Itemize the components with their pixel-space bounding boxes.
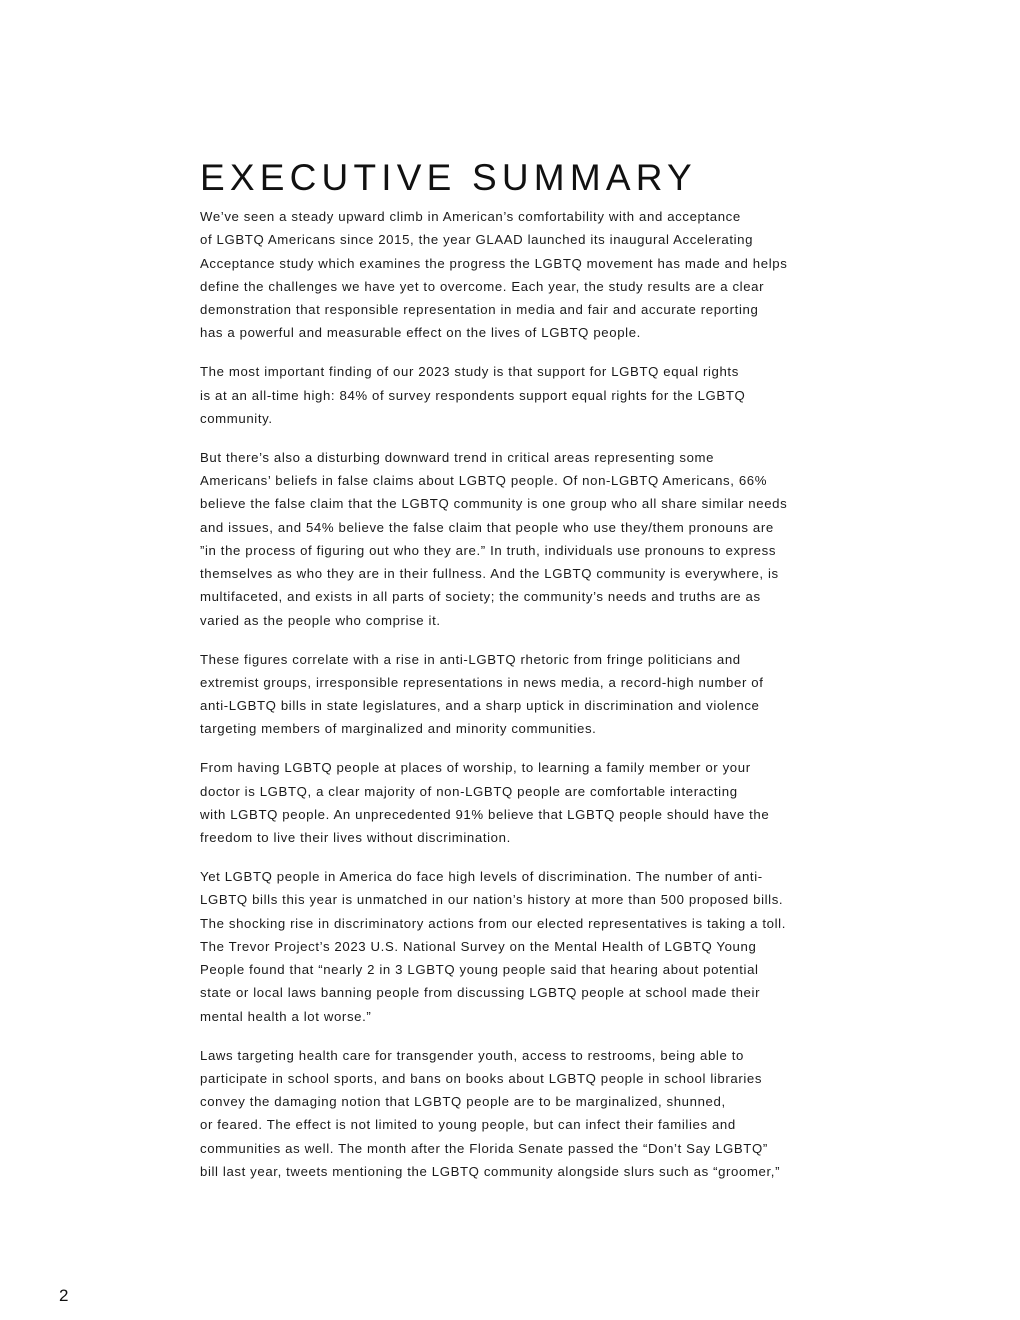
text-line: demonstration that responsible representation in media and fair and accurate reporting — [200, 302, 759, 318]
paragraph-correlation — [200, 648, 840, 741]
text-line: mental health a lot worse.” — [200, 1008, 372, 1024]
paragraph-downward-trend — [200, 446, 840, 632]
paragraph-comfort — [200, 756, 840, 849]
text-line: Laws targeting health care for transgender youth, access to restrooms, being able to — [200, 1047, 744, 1063]
text-line: extremist groups, irresponsible representations in news media, a record-high number of — [200, 674, 764, 690]
paragraph-discrimination — [200, 865, 840, 1028]
text-line: The Trevor Project’s 2023 U.S. National Survey on the Mental Health of LGBTQ Young — [200, 938, 757, 954]
text-line: multifaceted, and exists in all parts of society; the community’s needs and truths are as — [200, 589, 761, 605]
text-line: The most important finding of our 2023 study is that support for LGBTQ equal rights — [200, 364, 739, 380]
text-line: convey the damaging notion that LGBTQ people are to be marginalized, shunned, — [200, 1094, 726, 1110]
page-number: 2 — [59, 1286, 69, 1305]
text-line: has a powerful and measurable effect on the lives of LGBTQ people. — [200, 325, 641, 341]
text-line: freedom to live their lives without discrimination. — [200, 830, 511, 846]
page-title: EXECUTIVE SUMMARY — [200, 157, 697, 198]
text-line: communities as well. The month after the Florida Senate passed the “Don’t Say LGBTQ” — [200, 1140, 768, 1156]
text-line: varied as the people who comprise it. — [200, 612, 441, 628]
text-line: believe the false claim that the LGBTQ community is one group who all share similar needs — [200, 496, 788, 512]
text-line: doctor is LGBTQ, a clear majority of non-LGBTQ people are comfortable interacting — [200, 783, 738, 799]
text-line: Americans’ beliefs in false claims about LGBTQ people. Of non-LGBTQ Americans, 66% — [200, 472, 768, 488]
text-line: But there’s also a disturbing downward trend in critical areas representing some — [200, 449, 715, 465]
text-line: People found that “nearly 2 in 3 LGBTQ young people said that hearing about potential — [200, 962, 759, 978]
text-line: themselves as who they are in their fullness. And the LGBTQ community is everywhere, is — [200, 566, 779, 582]
text-line: These figures correlate with a rise in anti-LGBTQ rhetoric from fringe politicians and — [200, 651, 741, 667]
text-line: anti-LGBTQ bills in state legislatures, and a sharp uptick in discrimination and violence — [200, 698, 760, 714]
text-line: and issues, and 54% believe the false claim that people who use they/them pronouns are — [200, 519, 774, 535]
text-line: We’ve seen a steady upward climb in American’s comfortability with and acceptance — [200, 209, 741, 224]
text-line: of LGBTQ Americans since 2015, the year GLAAD launched its inaugural Accelerating — [200, 232, 754, 248]
text-line: state or local laws banning people from discussing LGBTQ people at school made their — [200, 985, 761, 1001]
text-line: participate in school sports, and bans on books about LGBTQ people in school libraries — [200, 1070, 763, 1086]
text-line: Yet LGBTQ people in America do face high levels of discrimination. The number of anti- — [200, 868, 763, 884]
text-line: The shocking rise in discriminatory actions from our elected representatives is taking a toll. — [200, 915, 787, 931]
text-line: bill last year, tweets mentioning the LGBTQ community alongside slurs such as “groomer,” — [200, 1163, 781, 1179]
text-line: LGBTQ bills this year is unmatched in our nation’s history at more than 500 proposed bills. — [200, 892, 784, 908]
text-line: or feared. The effect is not limited to young people, but can infect their families and — [200, 1117, 736, 1133]
paragraph-key-finding — [200, 360, 840, 430]
text-line: Acceptance study which examines the progress the LGBTQ movement has made and helps — [200, 255, 788, 271]
text-line: community. — [200, 410, 273, 426]
text-line: with LGBTQ people. An unprecedented 91% believe that LGBTQ people should have the — [200, 806, 770, 822]
text-line: targeting members of marginalized and minority communities. — [200, 721, 597, 737]
text-line: is at an all-time high: 84% of survey respondents support equal rights for the LGBTQ — [200, 387, 746, 403]
paragraph-intro — [200, 205, 840, 345]
body-text — [200, 205, 840, 1199]
text-line: ”in the process of figuring out who they are.” In truth, individuals use pronouns to express — [200, 542, 777, 558]
text-line: define the challenges we have yet to overcome. Each year, the study results are a clear — [200, 278, 765, 294]
text-line: From having LGBTQ people at places of worship, to learning a family member or your — [200, 760, 751, 776]
paragraph-laws — [200, 1044, 840, 1184]
